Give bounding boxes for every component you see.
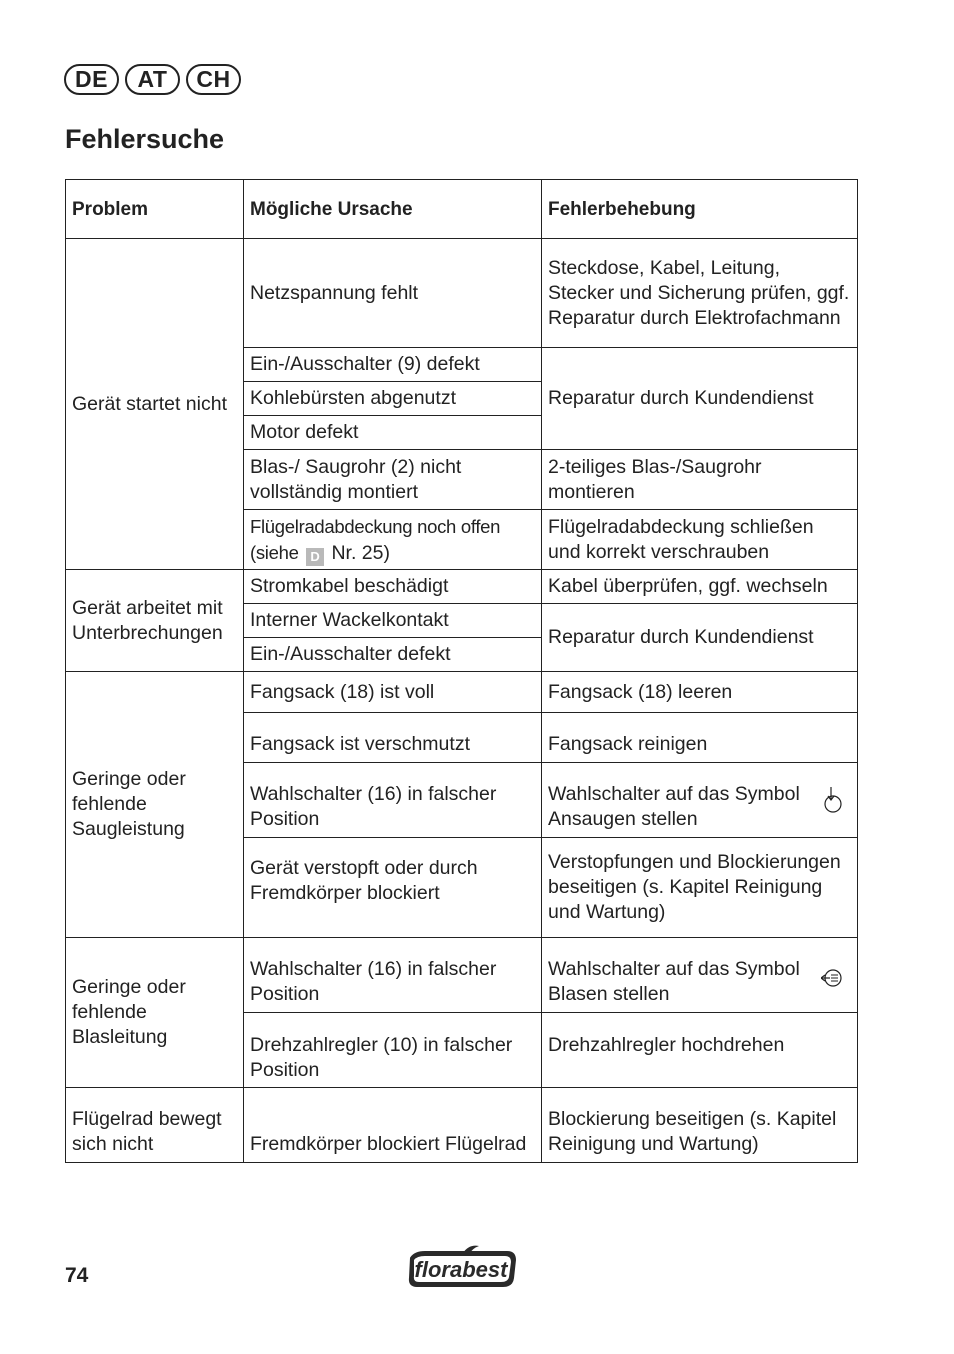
cause-cell: Drehzahlregler (10) in falscher Position: [244, 1013, 542, 1088]
table-row: [66, 570, 858, 604]
remedy-cell: [542, 938, 858, 1013]
cause-cell: Fangsack ist verschmutzt: [244, 713, 542, 763]
country-badge-de: DE: [64, 64, 119, 95]
cause-cell: Fangsack (18) ist voll: [244, 672, 542, 713]
cause-text: Nr. 25): [331, 541, 390, 564]
remedy-cell: Flügelradabdeckung schließen und korrekt verschrauben: [542, 510, 858, 570]
cause-cell: Ein-/Ausschalter defekt: [244, 638, 542, 672]
florabest-logo: [405, 1244, 519, 1290]
problem-cell: Gerät startet nicht: [66, 239, 244, 570]
cause-cell: Motor defekt: [244, 416, 542, 450]
table-header-row: [66, 180, 858, 239]
table-row: [66, 1088, 858, 1163]
cause-cell: Kohlebürsten abgenutzt: [244, 382, 542, 416]
header-cause: Mögliche Ursache: [244, 180, 542, 239]
header-remedy: Fehlerbehebung: [542, 180, 858, 239]
country-badges: [64, 64, 241, 95]
problem-cell: Flügelrad bewegt sich nicht: [66, 1088, 244, 1163]
blow-symbol-icon: [821, 964, 845, 992]
brand-text: florabest: [414, 1257, 508, 1282]
country-badge-ch: CH: [186, 64, 241, 95]
figure-reference-badge: D: [306, 548, 324, 566]
cause-cell: Blas-/ Saugrohr (2) nicht vollständig montiert: [244, 450, 542, 510]
problem-cell: Geringe oder fehlende Blasleitung: [66, 938, 244, 1088]
cause-cell: Gerät verstopft oder durch Fremdkörper blockiert: [244, 838, 542, 938]
remedy-text: Wahlschalter auf das Symbol Ansaugen stellen: [548, 783, 800, 830]
remedy-cell: Reparatur durch Kundendienst: [542, 604, 858, 672]
suction-symbol-icon: [821, 786, 845, 814]
cause-cell: Wahlschalter (16) in falscher Position: [244, 763, 542, 838]
table-row: [66, 938, 858, 1013]
remedy-cell: Kabel überprüfen, ggf. wechseln: [542, 570, 858, 604]
remedy-cell: Fangsack (18) leeren: [542, 672, 858, 713]
remedy-text: Wahlschalter auf das Symbol Blasen stellen: [548, 958, 800, 1005]
remedy-cell: Steckdose, Kabel, Leitung, Stecker und Sicherung prüfen, ggf. Reparatur durch Elektrofachmann: [542, 239, 858, 348]
remedy-cell: Verstopfungen und Blockierungen beseitigen (s. Kapitel Reinigung und Wartung): [542, 838, 858, 938]
problem-cell: Gerät arbeitet mit Unterbrechungen: [66, 570, 244, 672]
cause-text: Flügelradabdeckung noch offen (siehe: [250, 515, 501, 563]
country-badge-at: AT: [125, 64, 180, 95]
page-title: Fehlersuche: [65, 124, 225, 154]
remedy-cell: Reparatur durch Kundendienst: [542, 348, 858, 450]
cause-cell: Fremdkörper blockiert Flügelrad: [244, 1088, 542, 1163]
remedy-cell: Drehzahlregler hochdrehen: [542, 1013, 858, 1088]
cause-cell: Netzspannung fehlt: [244, 239, 542, 348]
cause-cell: Ein-/Ausschalter (9) defekt: [244, 348, 542, 382]
cause-cell: Stromkabel beschädigt: [244, 570, 542, 604]
table-row: [66, 239, 858, 348]
remedy-cell: Fangsack reinigen: [542, 713, 858, 763]
cause-cell: Wahlschalter (16) in falscher Position: [244, 938, 542, 1013]
troubleshooting-table: [65, 179, 858, 1163]
remedy-cell: Blockierung beseitigen (s. Kapitel Reinigung und Wartung): [542, 1088, 858, 1163]
header-problem: Problem: [66, 180, 244, 239]
table-row: [66, 672, 858, 713]
page-number: 74: [65, 1264, 89, 1287]
cause-cell: [244, 510, 542, 570]
remedy-cell: [542, 763, 858, 838]
cause-cell: Interner Wackelkontakt: [244, 604, 542, 638]
problem-cell: Geringe oder fehlende Saugleistung: [66, 672, 244, 938]
remedy-cell: 2-teiliges Blas-/Saugrohr montieren: [542, 450, 858, 510]
